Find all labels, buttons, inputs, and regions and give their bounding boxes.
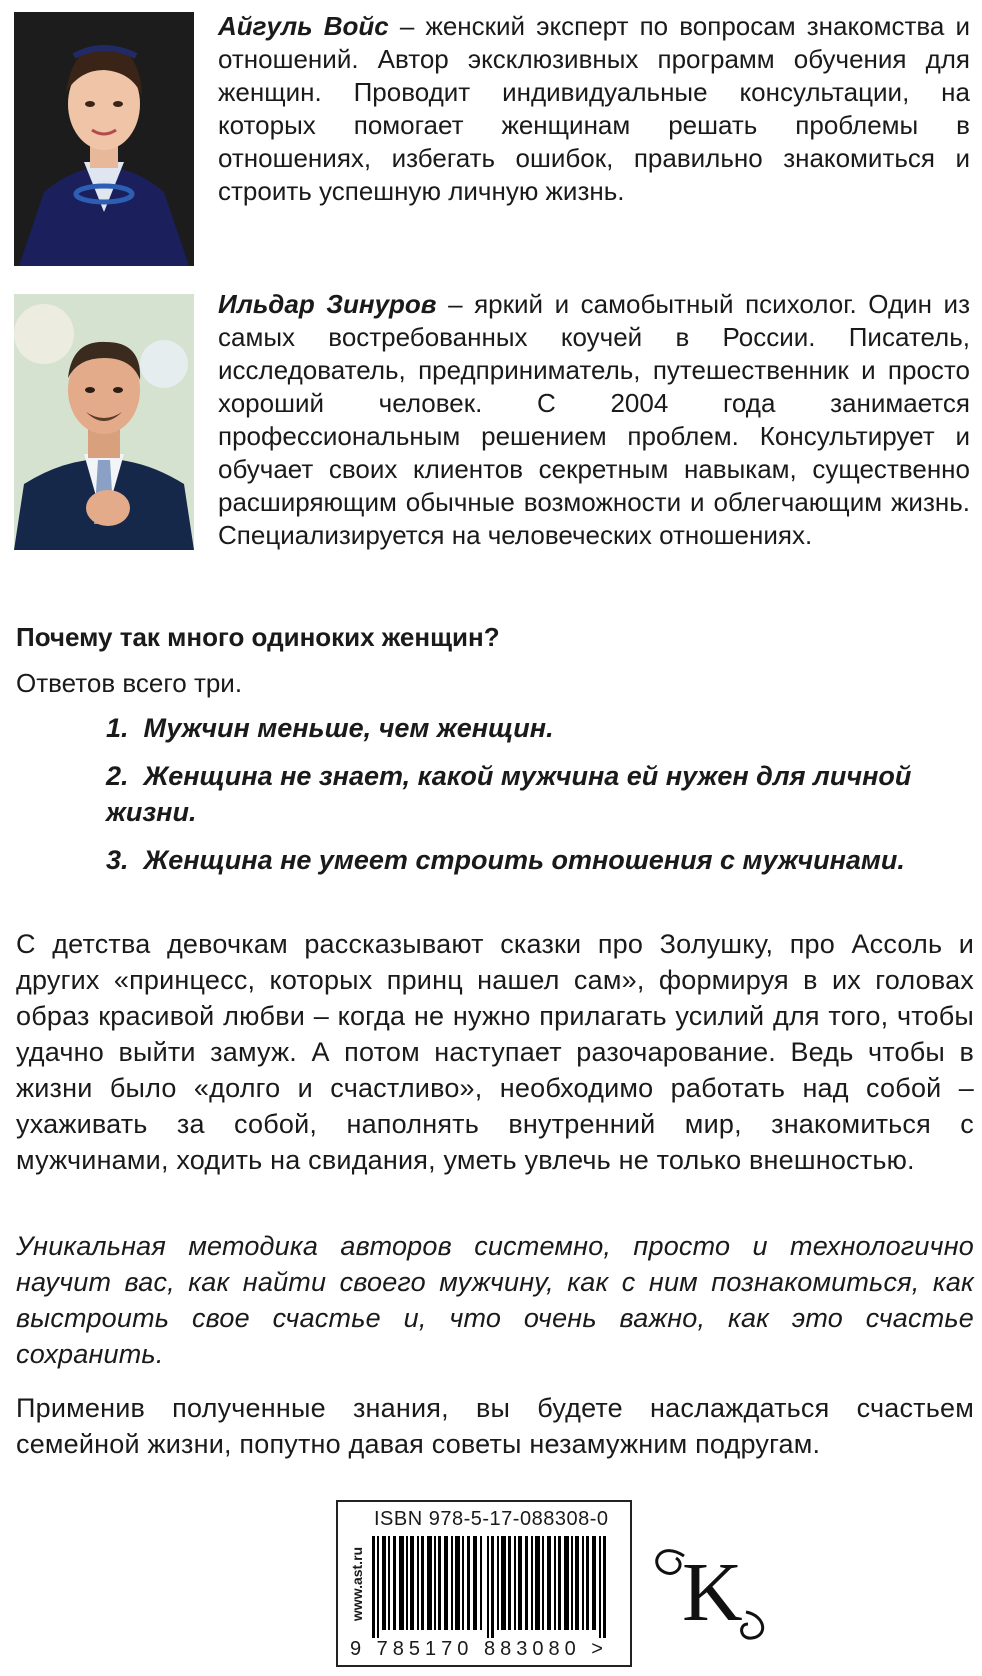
author-name: Ильдар Зинуров bbox=[218, 289, 437, 319]
author-description: – женский эксперт по вопросам знакомства и отношений. Автор эксклюзивных программ обучения для женщин. Проводит индивидуальные консультации, на которых помогает женщинам решать проблемы в отношениях, избегать ошибок, правильно знакомиться и строить успешную личную жизнь. bbox=[218, 11, 970, 206]
section-heading: Почему так много одиноких женщин? bbox=[16, 622, 500, 652]
author-name: Айгуль Войс bbox=[218, 11, 389, 41]
list-item bbox=[106, 842, 974, 878]
closing-paragraph: Применив полученные знания, вы будете наслаждаться счастьем семейной жизни, попутно давая советы незамужним подругам. bbox=[16, 1393, 974, 1459]
list-item bbox=[106, 710, 974, 746]
publisher-logo-icon bbox=[650, 1520, 770, 1650]
reason-text: Мужчин меньше, чем женщин. bbox=[143, 713, 554, 743]
author-description: – яркий и самобытный психолог. Один из самых востребованных коучей в России. Писатель, исследователь, предприниматель, путешественник и просто хороший человек. С 2004 года занимается профессиональным решением проблем. Консультирует и обучает своих клиентов секретным навыкам, существенно расширяющим обычные возможности и облегчающим жизнь. Специализируется на человеческих отношениях. bbox=[218, 289, 971, 550]
barcode-digits: 9 785170 883080 > bbox=[350, 1638, 608, 1660]
barcode-block bbox=[336, 1500, 632, 1667]
reason-number: 2. bbox=[106, 761, 129, 791]
portrait-woman-image bbox=[14, 12, 194, 266]
reason-text: Женщина не умеет строить отношения с мужчинами. bbox=[143, 845, 905, 875]
reasons-list bbox=[106, 710, 974, 890]
reason-number: 3. bbox=[106, 845, 129, 875]
list-item bbox=[106, 758, 974, 830]
author-photo-aigul bbox=[14, 12, 194, 266]
isbn-label: ISBN 978-5-17-088308-0 bbox=[374, 1508, 609, 1530]
method-paragraph: Уникальная методика авторов системно, просто и технологично научит вас, как найти своего мужчину, как с ним познакомиться, как выстроить свое счастье и, что очень важно, как это счастье сохранить. bbox=[16, 1231, 974, 1369]
reason-number: 1. bbox=[106, 713, 129, 743]
author-photo-ildar bbox=[14, 294, 194, 550]
author-bio-aigul bbox=[218, 10, 970, 208]
portrait-man-image bbox=[14, 294, 194, 550]
logo-letter: K bbox=[682, 1546, 743, 1639]
answers-intro: Ответов всего три. bbox=[16, 668, 243, 698]
barcode-bars-icon bbox=[372, 1536, 620, 1638]
reason-text: Женщина не знает, какой мужчина ей нужен для личной жизни. bbox=[106, 761, 912, 827]
author-bio-ildar bbox=[218, 288, 970, 552]
publisher-url: www.ast.ru bbox=[349, 1546, 366, 1622]
body-paragraph: С детства девочкам рассказывают сказки про Золушку, про Ассоль и других «принцесс, которых принц нашел сам», формируя в их головах образ красивой любви – когда не нужно прилагать усилий для того, чтобы удачно выйти замуж. А потом наступает разочарование. Ведь чтобы в жизни было «долго и счастливо», необходимо работать над собой – ухаживать за собой, наполнять внутренний мир, знакомиться с мужчинами, ходить на свидания, уметь увлечь не только внешностью. bbox=[16, 929, 974, 1175]
